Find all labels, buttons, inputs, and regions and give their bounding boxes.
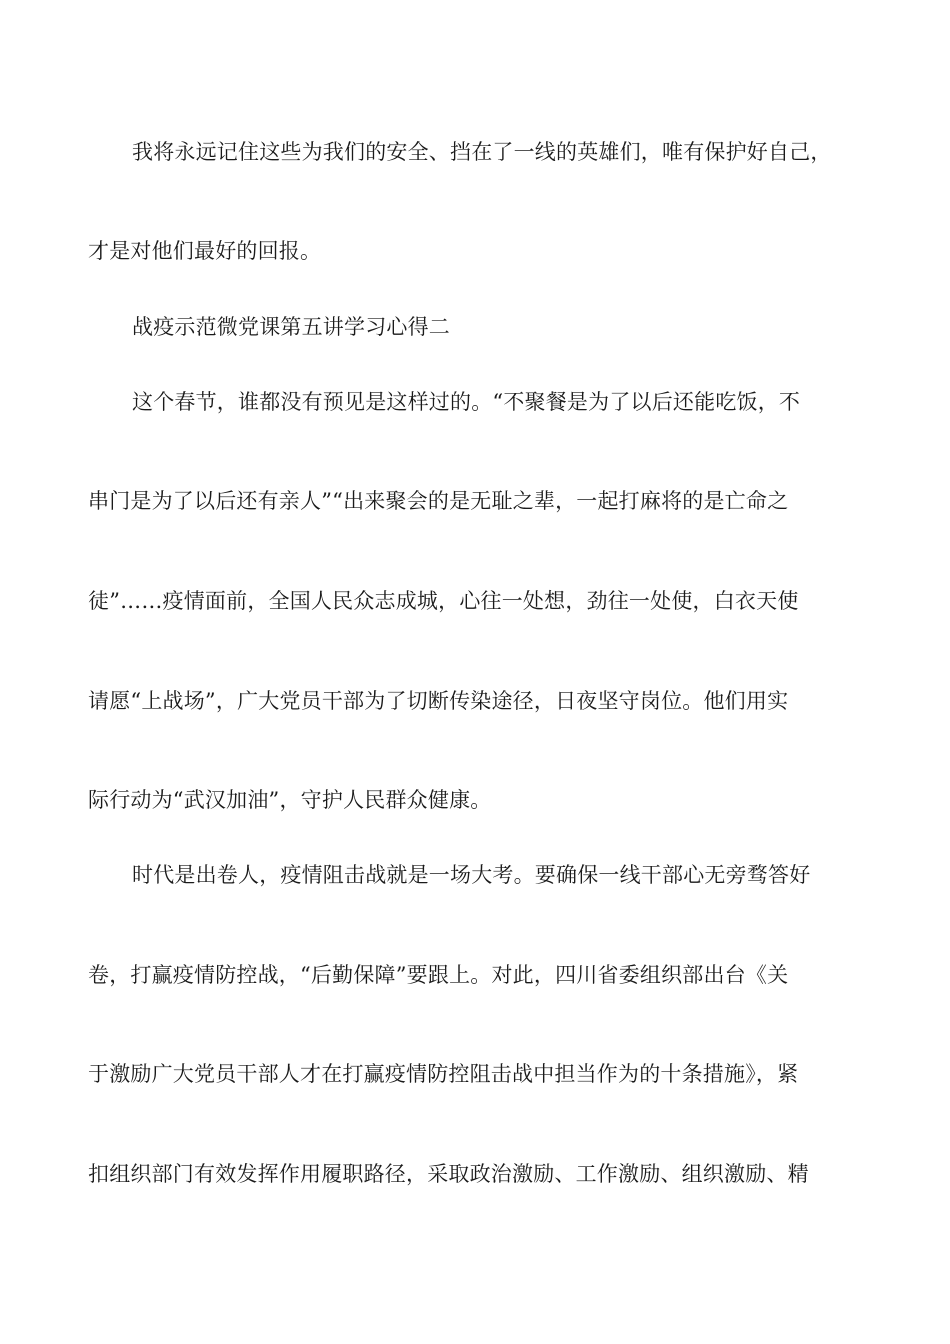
paragraph-line: 扣组织部门有效发挥作用履职路径，采取政治激励、工作激励、组织激励、精 [88, 1162, 809, 1186]
paragraph-line: 际行动为“武汉加油”，守护人民群众健康。 [88, 788, 492, 812]
paragraph-line: 串门是为了以后还有亲人”“出来聚会的是无耻之辈，一起打麻将的是亡命之 [88, 489, 789, 513]
paragraph-line: 我将永远记住这些为我们的安全、挡在了一线的英雄们，唯有保护好自己， [132, 140, 832, 164]
paragraph-line: 于激励广大党员干部人才在打赢疫情防控阻击战中担当作为的十条措施》，紧 [88, 1062, 799, 1086]
paragraph-line: 徒”……疫情面前，全国人民众志成城，心往一处想，劲往一处使，白衣天使 [88, 589, 799, 613]
paragraph-line: 请愿“上战场”，广大党员干部为了切断传染途径，日夜坚守岗位。他们用实 [88, 689, 789, 713]
section-heading: 战疫示范微党课第五讲学习心得二 [132, 315, 450, 339]
paragraph-line: 时代是出卷人，疫情阻击战就是一场大考。要确保一线干部心无旁骛答好 [132, 863, 811, 887]
paragraph-line: 才是对他们最好的回报。 [88, 239, 322, 263]
paragraph-line: 卷，打赢疫情防控战，“后勤保障”要跟上。对此，四川省委组织部出台《关 [88, 963, 789, 987]
paragraph-line: 这个春节，谁都没有预见是这样过的。“不聚餐是为了以后还能吃饭，不 [132, 390, 801, 414]
